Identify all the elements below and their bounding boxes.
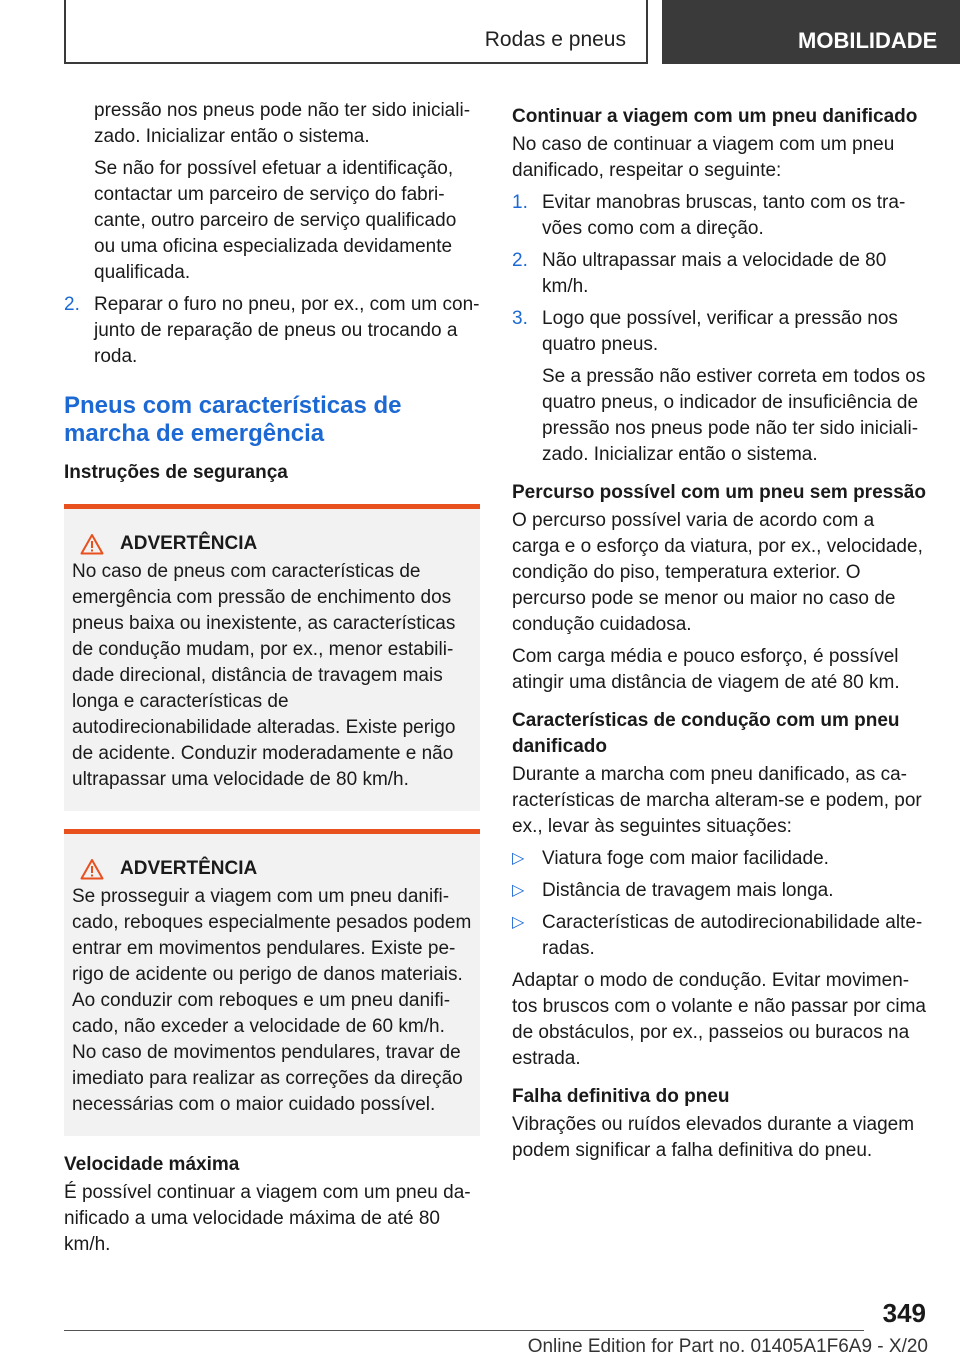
continue-heading: Continuar a viagem com um pneu danificado [512, 106, 918, 127]
list-number: 1. [512, 192, 528, 213]
warning-text: No caso de pneus com características de emergência com pressão de enchimento dos pneus baixa ou inexistente, as características de condução mudam, por ex., menor estabilidade direcional, distância de travagem mais longa e características de autodirecionabilidade alteradas. Existe perigo de acidente. Conduzir moderadamente e não ultrapassar uma velocidade de 80 km/h. [72, 561, 456, 790]
list-number: 2. [512, 250, 528, 271]
driving-text: Durante a marcha com pneu danificado, as características de marcha alteram-se e podem, por ex., levar às seguintes situações: [512, 764, 922, 837]
bullet-item [512, 910, 926, 962]
step3-note: Se a pressão não estiver correta em todos os quatro pneus, o indicador de insuficiência de pressão nos pneus pode não ter sido inicializado. Inicializar então o sistema. [542, 366, 926, 465]
triangle-bullet-icon: ▷ [512, 882, 525, 899]
footer-edition-text: Online Edition for Part no. 01405A1F6A9 - X/20 [527, 1336, 928, 1357]
triangle-bullet-icon: ▷ [512, 914, 525, 931]
warning-title: ADVERTÊNCIA [120, 533, 258, 554]
bullet-item [512, 878, 926, 904]
intro-paragraph-2: Se não for possível efetuar a identificação, contactar um parceiro de serviço do fabricante, outro parceiro de serviço qualificado ou uma oficina especializada devidamente qualificada. [94, 158, 457, 283]
warning-triangle-icon [80, 858, 104, 880]
max-speed-heading: Velocidade máxima [64, 1154, 240, 1175]
range-heading: Percurso possível com um pneu sem pressão [512, 482, 926, 503]
bullet-text: Viatura foge com maior facilidade. [542, 848, 829, 869]
list-number: 3. [512, 308, 528, 329]
header-section-title: Rodas e pneus [484, 28, 626, 51]
failure-text: Vibrações ou ruídos elevados durante a viagem podem significar a falha definitiva do pneu. [512, 1114, 915, 1161]
header-section-box [64, 0, 648, 64]
warning-triangle-icon [80, 533, 104, 555]
warning-header [72, 856, 472, 882]
triangle-bullet-icon: ▷ [512, 850, 525, 867]
bullet-item [512, 846, 926, 872]
list-item [512, 248, 926, 300]
warning-box-1 [64, 504, 480, 811]
list-text: Não ultrapassar mais a velocidade de 80 km/h. [542, 250, 887, 297]
intro-paragraph-1: pressão nos pneus pode não ter sido inicializado. Inicializar então o sistema. [94, 100, 471, 147]
left-column [64, 98, 480, 1264]
safety-heading: Instruções de segurança [64, 462, 288, 483]
driving-heading: Características de condução com um pneu danificado [512, 710, 900, 757]
header-chapter-tab: MOBILIDADE [662, 0, 960, 64]
list-number: 2. [64, 294, 80, 315]
right-column [512, 104, 926, 1170]
section-title: Pneus com características de marcha de emergência [64, 392, 402, 447]
list-text: Evitar manobras bruscas, tanto com os travões como com a direção. [542, 192, 906, 239]
continue-text: No caso de continuar a viagem com um pneu danificado, respeitar o seguinte: [512, 134, 895, 181]
page-number: 349 [882, 1298, 926, 1328]
list-text: Reparar o furo no pneu, por ex., com um conjunto de reparação de pneus ou trocando a roda. [94, 294, 480, 367]
warning-header [72, 531, 472, 557]
warning-box-2 [64, 829, 480, 1136]
footer-divider [64, 1330, 864, 1331]
warning-text: Se prosseguir a viagem com um pneu danificado, reboques especialmente pesados podem entrar em movimentos pendulares. Existe perigo de acidente ou perigo de danos materiais. Ao conduzir com reboques e um pneu danificado, não exceder a velocidade de 60 km/h. No caso de movimentos pendulares, travar de imediato para realizar as correções da direção necessárias com o maior cuidado possível. [72, 886, 472, 1115]
range-text-1: O percurso possível varia de acordo com a carga e o esforço da viatura, por ex., velocidade, condição do piso, temperatura exterior. O percurso pode se menor ou maior no caso de condução cuidadosa. [512, 510, 923, 635]
range-text-2: Com carga média e pouco esforço, é possível atingir uma distância de viagem de até 80 km. [512, 646, 900, 693]
list-item [512, 190, 926, 242]
list-item [64, 292, 480, 370]
failure-heading: Falha definitiva do pneu [512, 1086, 730, 1107]
max-speed-text: É possível continuar a viagem com um pneu danificado a uma velocidade máxima de até 80 km/h. [64, 1182, 471, 1255]
list-text: Logo que possível, verificar a pressão nos quatro pneus. [542, 308, 898, 355]
bullet-text: Características de autodirecionabilidade alteradas. [542, 912, 923, 959]
warning-title: ADVERTÊNCIA [120, 858, 258, 879]
bullet-text: Distância de travagem mais longa. [542, 880, 834, 901]
adapt-text: Adaptar o modo de condução. Evitar movimentos bruscos com o volante e não passar por cima de obstáculos, por ex., passeios ou buracos na estrada. [512, 970, 926, 1069]
list-item [512, 306, 926, 358]
